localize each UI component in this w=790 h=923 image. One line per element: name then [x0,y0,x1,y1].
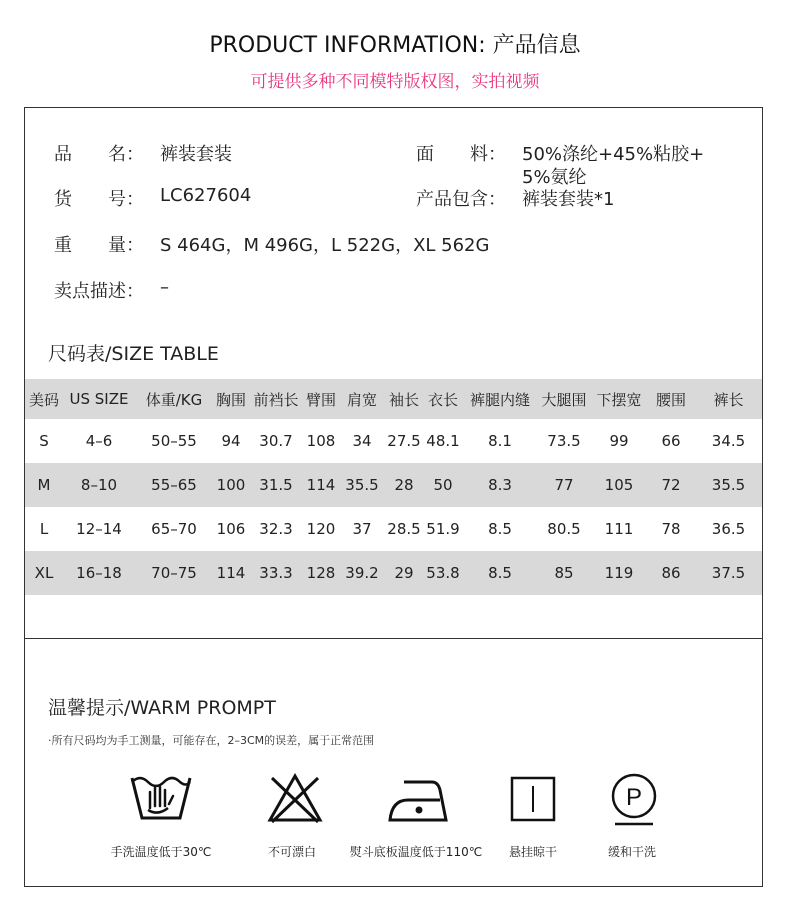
sku-value: LC627604 [160,185,252,206]
table-cell: 32.3 [259,520,293,538]
table-cell: 53.8 [423,551,463,595]
selling-value: – [160,277,169,298]
table-cell: 106 [216,520,246,538]
col-header: 下摆宽 [591,379,647,419]
table-cell: 128 [303,551,339,595]
table-cell: 99 [609,432,629,450]
col-header: 臂围 [303,379,339,419]
table-cell: 72 [647,463,695,507]
table-cell: 36.5 [711,520,746,538]
table-cell: 8.1 [488,432,512,450]
table-cell: 85 [537,551,591,595]
table-cell: L [39,520,49,538]
svg-text:P: P [625,784,643,811]
table-cell: 37.5 [695,551,762,595]
table-cell: 28 [385,463,423,507]
hand-wash-label: 手洗温度低于30℃ [110,845,212,859]
hang-dry-icon [509,770,557,826]
col-header: US SIZE [63,379,135,419]
table-cell: 111 [604,520,634,538]
table-cell: 4–6 [85,432,113,450]
table-cell: 35.5 [339,463,385,507]
dry-clean-label: 缓和干洗 [607,845,657,859]
table-cell: 30.7 [259,432,293,450]
no-bleach-icon [266,770,324,826]
hand-wash-icon [128,770,194,826]
table-cell: 114 [213,551,249,595]
table-cell: 80.5 [547,520,581,538]
table-cell: 65–70 [151,520,197,538]
page-subtitle: 可提供多种不同模特版权图，实拍视频 [250,72,540,92]
table-cell: 66 [661,432,681,450]
size-table-header-row [25,379,762,419]
col-header: 裤腿内缝 [463,379,537,419]
no-bleach-label: 不可漂白 [267,845,317,859]
col-header: 美码 [25,379,63,419]
col-header: 腰围 [647,379,695,419]
table-cell: 86 [647,551,695,595]
col-header: 前裆长 [249,379,303,419]
table-cell: 28.5 [387,520,421,538]
table-cell: 8.5 [488,520,512,538]
table-cell: 51.9 [426,520,460,538]
table-cell: 34.5 [711,432,746,450]
table-cell: 78 [661,520,681,538]
col-header: 肩宽 [339,379,385,419]
table-cell: 27.5 [387,432,421,450]
table-cell: 37 [352,520,372,538]
iron-label: 熨斗底板温度低于110℃ [349,845,483,859]
contents-label: 产品包含： [416,189,506,210]
table-cell: 120 [306,520,336,538]
table-cell: 94 [221,432,241,450]
col-header: 胸围 [213,379,249,419]
name-value: 裤装套装 [160,144,232,165]
table-cell: S [39,432,49,450]
iron-icon [388,770,452,826]
table-cell: 33.3 [249,551,303,595]
table-cell: 55–65 [135,463,213,507]
dry-clean-icon [609,770,659,830]
table-row [25,507,762,551]
table-cell: M [25,463,63,507]
table-cell: 8.5 [463,551,537,595]
table-cell: 31.5 [249,463,303,507]
table-cell: 16–18 [63,551,135,595]
table-row [25,463,762,507]
table-cell: 48.1 [426,432,460,450]
size-table [25,379,762,595]
table-cell: 50–55 [151,432,197,450]
name-label: 品 名： [54,144,144,165]
col-header: 衣长 [423,379,463,419]
material-value-line2: 5%氨纶 [522,167,587,188]
table-cell: 8.3 [463,463,537,507]
table-cell: 114 [303,463,339,507]
table-cell: 70–75 [135,551,213,595]
material-label: 面 料： [416,144,506,165]
table-cell: 100 [213,463,249,507]
table-cell: 108 [306,432,336,450]
weight-label: 重 量： [54,235,144,256]
section-divider [24,638,763,639]
col-header: 体重/KG [135,379,213,419]
col-header: 大腿围 [537,379,591,419]
material-value-line1: 50%涤纶+45%粘胶+ [522,144,705,165]
contents-value: 裤装套装*1 [522,189,615,210]
table-cell: 35.5 [695,463,762,507]
warm-prompt-heading: 温馨提示/WARM PROMPT [48,697,276,719]
table-cell: 39.2 [339,551,385,595]
table-cell: 29 [385,551,423,595]
sku-label: 货 号： [54,189,144,210]
weight-value: S 464G，M 496G，L 522G，XL 562G [160,235,490,256]
table-cell: 12–14 [76,520,122,538]
selling-label: 卖点描述： [54,281,144,302]
table-cell: 8–10 [63,463,135,507]
size-table-heading: 尺码表/SIZE TABLE [48,343,219,365]
table-cell: 119 [591,551,647,595]
table-cell: 50 [423,463,463,507]
table-row [25,551,762,595]
table-cell: 105 [591,463,647,507]
table-cell: 34 [352,432,372,450]
warm-prompt-note: ·所有尺码均为手工测量，可能存在，2–3CM的误差，属于正常范围 [48,734,375,747]
table-cell: 77 [537,463,591,507]
col-header: 袖长 [385,379,423,419]
table-row [25,419,762,463]
page-title: PRODUCT INFORMATION: 产品信息 [209,33,581,58]
table-cell: 73.5 [547,432,581,450]
table-cell: XL [25,551,63,595]
hang-dry-label: 悬挂晾干 [508,845,558,859]
col-header: 裤长 [695,379,762,419]
